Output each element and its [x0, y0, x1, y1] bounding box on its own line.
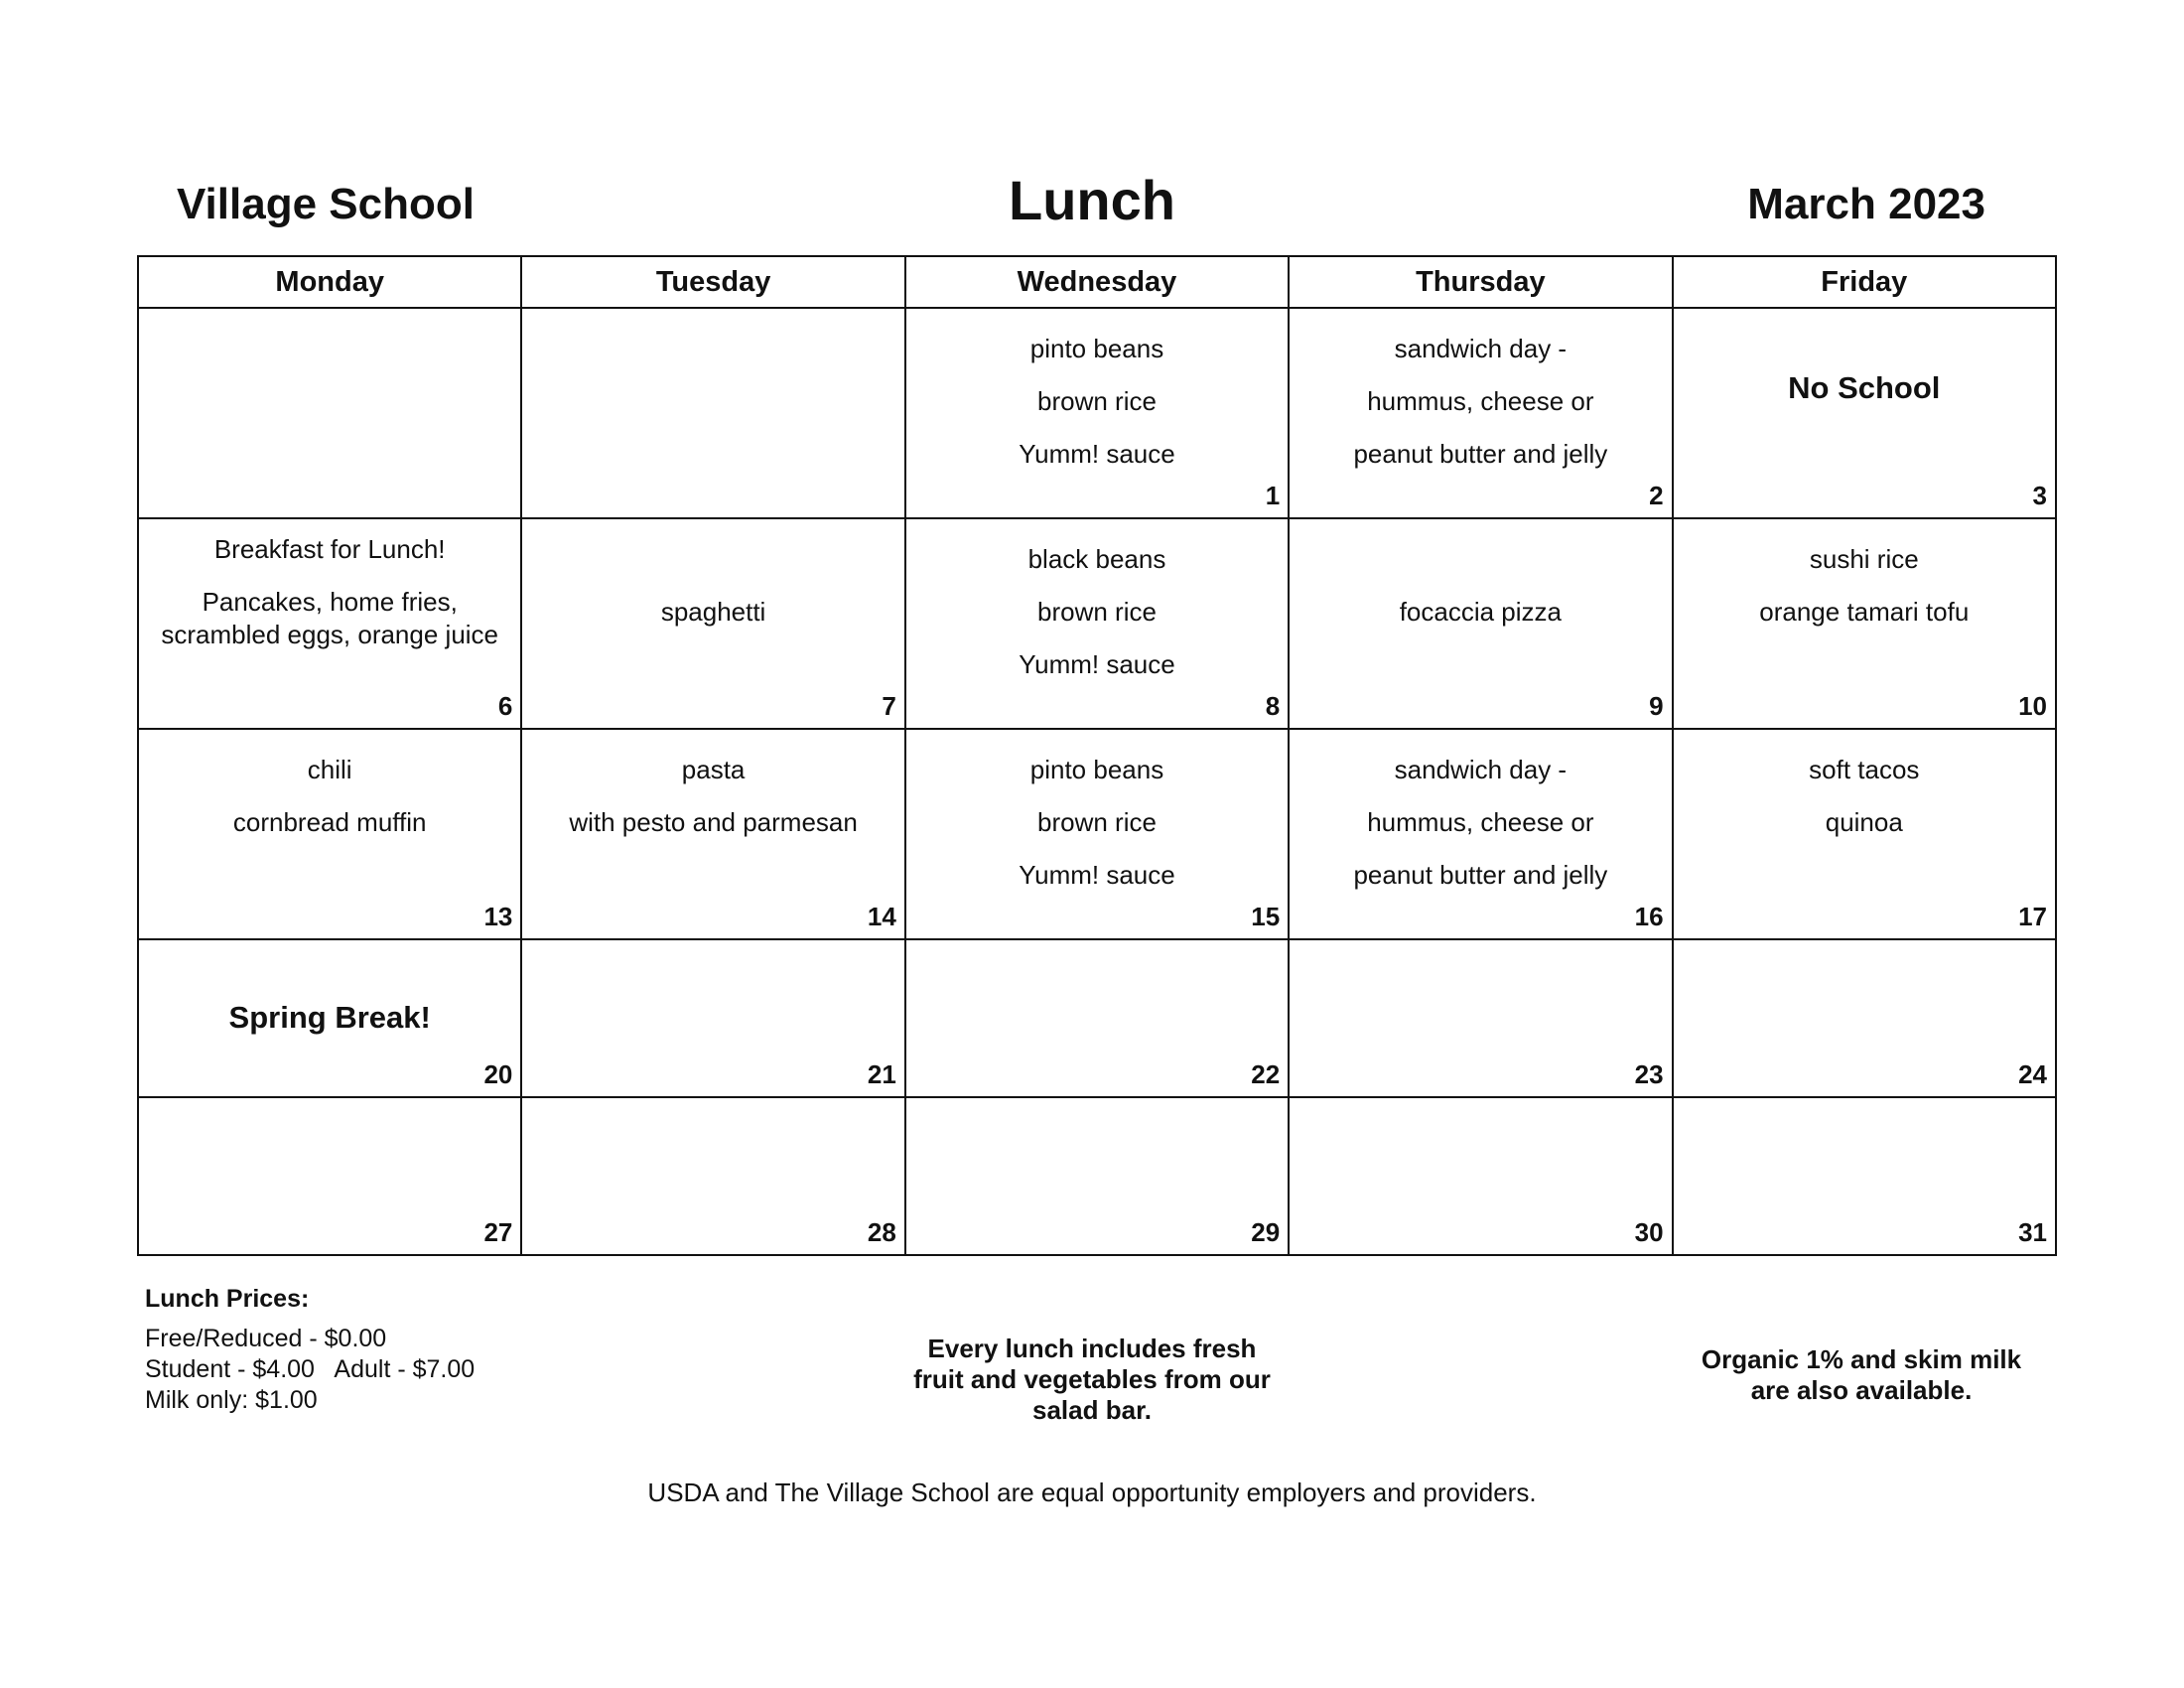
- menu-items: [1674, 730, 2055, 849]
- weekday-header: Wednesday: [905, 256, 1289, 308]
- lunch-prices: [145, 1284, 475, 1416]
- milk-note: [1638, 1344, 2085, 1406]
- menu-item: with pesto and parmesan: [569, 807, 858, 837]
- day-cell-content: [522, 1098, 903, 1254]
- menu-items: [906, 730, 1288, 902]
- day-cell-content: [1290, 519, 1671, 728]
- day-cell: [1673, 518, 2056, 729]
- day-cell-content: [906, 309, 1288, 517]
- menu-item: peanut butter and jelly: [1353, 439, 1608, 469]
- day-cell: [1289, 518, 1672, 729]
- spring-break-note: Spring Break!: [228, 1000, 431, 1035]
- page-title: Lunch: [1009, 169, 1175, 231]
- day-number: 2: [1649, 481, 1664, 510]
- day-number: 16: [1634, 902, 1664, 931]
- day-cell: [1673, 729, 2056, 939]
- day-number: 29: [1251, 1217, 1281, 1247]
- day-cell: [521, 308, 904, 518]
- menu-item: hummus, cheese or: [1367, 386, 1594, 416]
- menu-item: pinto beans: [1029, 334, 1164, 363]
- day-cell-content: [1674, 309, 2055, 517]
- weekday-header: Tuesday: [521, 256, 904, 308]
- menu-item: Breakfast for Lunch!: [213, 534, 446, 564]
- day-number: 9: [1649, 691, 1664, 721]
- week-row: [138, 308, 2056, 518]
- day-cell-content: [139, 309, 520, 517]
- menu-items: [139, 519, 520, 651]
- week-row: [138, 729, 2056, 939]
- day-cell: [138, 518, 521, 729]
- week-row: [138, 518, 2056, 729]
- menu-items: [906, 309, 1288, 481]
- day-cell-content: [1674, 519, 2055, 728]
- weekday-header: Monday: [138, 256, 521, 308]
- equal-opportunity-footer: USDA and The Village School are equal opportunity employers and providers.: [647, 1477, 1537, 1507]
- menu-item: Yumm! sauce: [1019, 649, 1175, 679]
- note-line: are also available.: [1750, 1375, 1973, 1405]
- day-number: 1: [1265, 481, 1281, 510]
- menu-item: sandwich day -: [1394, 334, 1568, 363]
- day-number: 31: [2018, 1217, 2047, 1247]
- day-cell-content: [522, 519, 903, 728]
- day-cell-content: [906, 730, 1288, 938]
- day-number: 10: [2018, 691, 2047, 721]
- day-number: 3: [2032, 481, 2047, 510]
- menu-item: [1290, 533, 1671, 586]
- day-cell: [138, 939, 521, 1097]
- menu-item: peanut butter and jelly: [1353, 860, 1608, 890]
- day-number: 22: [1251, 1059, 1281, 1089]
- day-number: 17: [2018, 902, 2047, 931]
- menu-item: hummus, cheese or: [1367, 807, 1594, 837]
- day-cell: [521, 939, 904, 1097]
- menu-items: [1290, 309, 1671, 481]
- menu-item: soft tacos: [1809, 755, 1920, 784]
- menu-item: pinto beans: [1029, 755, 1164, 784]
- day-cell: [138, 308, 521, 518]
- note-line: fruit and vegetables from our: [913, 1364, 1271, 1394]
- day-number: 28: [867, 1217, 896, 1247]
- menu-item: brown rice: [1037, 597, 1157, 627]
- day-cell-content: [1290, 1098, 1671, 1254]
- menu-item: quinoa: [1825, 807, 1903, 837]
- salad-bar-note: [844, 1334, 1340, 1426]
- note-line: salad bar.: [1032, 1395, 1152, 1425]
- week-row: [138, 939, 2056, 1097]
- menu-items: [139, 730, 520, 849]
- day-cell: [1673, 939, 2056, 1097]
- menu-item: Pancakes, home fries,: [202, 587, 458, 617]
- day-cell-content: [1674, 1098, 2055, 1254]
- weekday-header: Friday: [1673, 256, 2056, 308]
- menu-item: Yumm! sauce: [1019, 860, 1175, 890]
- menu-item: brown rice: [1037, 807, 1157, 837]
- day-cell-content: [522, 309, 903, 517]
- week-row: [138, 1097, 2056, 1255]
- menu-item: cornbread muffin: [232, 807, 427, 837]
- menu-item: focaccia pizza: [1399, 597, 1563, 627]
- day-number: 23: [1634, 1059, 1664, 1089]
- day-number: 30: [1634, 1217, 1664, 1247]
- day-cell: [905, 729, 1289, 939]
- day-cell-content: [906, 940, 1288, 1096]
- menu-item: orange tamari tofu: [1759, 597, 1970, 627]
- menu-item: sandwich day -: [1394, 755, 1568, 784]
- menu-items: [1674, 519, 2055, 638]
- menu-item: spaghetti: [660, 597, 766, 627]
- no-school-note: No School: [1788, 370, 1941, 405]
- month-label: March 2023: [1747, 180, 1985, 228]
- day-cell-content: [906, 1098, 1288, 1254]
- menu-item: scrambled eggs, orange juice: [161, 620, 499, 649]
- day-cell: [1289, 729, 1672, 939]
- day-cell-content: [906, 519, 1288, 728]
- price-line: Milk only: $1.00: [145, 1386, 318, 1414]
- school-name: Village School: [177, 180, 475, 228]
- day-cell: [905, 939, 1289, 1097]
- day-cell-content: [1674, 940, 2055, 1096]
- day-cell: [905, 308, 1289, 518]
- day-cell: [1673, 308, 2056, 518]
- note-line: Organic 1% and skim milk: [1701, 1344, 2022, 1374]
- price-line: Free/Reduced - $0.00: [145, 1325, 387, 1352]
- day-number: 7: [882, 691, 896, 721]
- menu-item: sushi rice: [1809, 544, 1919, 574]
- day-number: 21: [867, 1059, 896, 1089]
- menu-items: [1290, 519, 1671, 638]
- day-number: 20: [483, 1059, 513, 1089]
- day-cell: [905, 518, 1289, 729]
- menu-items: [906, 519, 1288, 691]
- price-line: Student - $4.00 Adult - $7.00: [145, 1355, 476, 1383]
- menu-items: [522, 730, 903, 849]
- weekday-header-row: [138, 256, 2056, 308]
- day-number: 8: [1265, 691, 1281, 721]
- day-cell-content: [1290, 730, 1671, 938]
- menu-item: Yumm! sauce: [1019, 439, 1175, 469]
- menu-item: chili: [307, 755, 352, 784]
- day-number: 27: [483, 1217, 513, 1247]
- day-cell: [521, 1097, 904, 1255]
- day-cell: [1673, 1097, 2056, 1255]
- day-cell: [905, 1097, 1289, 1255]
- lunch-calendar: [137, 255, 2057, 1256]
- menu-item: brown rice: [1037, 386, 1157, 416]
- day-cell-content: [139, 940, 520, 1096]
- day-number: 15: [1251, 902, 1281, 931]
- day-number: 24: [2018, 1059, 2047, 1089]
- day-number: 13: [483, 902, 513, 931]
- day-cell: [1289, 308, 1672, 518]
- day-cell: [1289, 1097, 1672, 1255]
- day-cell-content: [139, 730, 520, 938]
- day-cell: [138, 729, 521, 939]
- day-cell: [521, 729, 904, 939]
- menu-items: [1290, 730, 1671, 902]
- menu-item: black beans: [1027, 544, 1166, 574]
- menu-item: [522, 533, 903, 586]
- menu-item: pasta: [681, 755, 746, 784]
- note-line: Every lunch includes fresh: [927, 1334, 1257, 1363]
- day-cell-content: [1290, 309, 1671, 517]
- day-cell-content: [1674, 730, 2055, 938]
- day-cell-content: [522, 940, 903, 1096]
- day-cell-content: [139, 519, 520, 728]
- day-cell-content: [522, 730, 903, 938]
- day-number: 6: [497, 691, 513, 721]
- day-cell-content: [139, 1098, 520, 1254]
- weekday-header: Thursday: [1289, 256, 1672, 308]
- day-cell: [521, 518, 904, 729]
- day-number: 14: [867, 902, 896, 931]
- prices-title: Lunch Prices:: [145, 1285, 310, 1313]
- day-cell-content: [1290, 940, 1671, 1096]
- day-cell: [138, 1097, 521, 1255]
- menu-items: [522, 519, 903, 638]
- day-cell: [1289, 939, 1672, 1097]
